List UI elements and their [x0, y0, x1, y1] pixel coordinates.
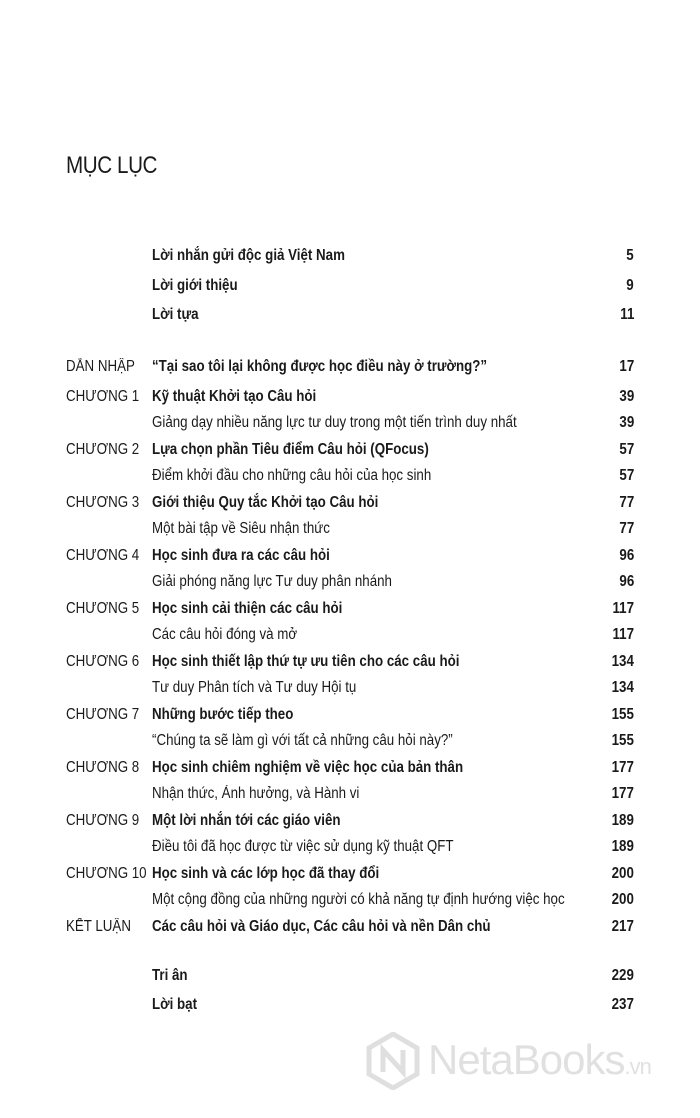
toc-chapter-row[interactable]: [0, 756, 700, 780]
toc-subtitle-row[interactable]: [0, 623, 700, 647]
page-number: 17: [619, 358, 634, 375]
chapter-title: Kỹ thuật Khởi tạo Câu hỏi: [152, 388, 317, 405]
page-number: 57: [619, 441, 634, 458]
page-number: 96: [619, 573, 634, 590]
entry-title: Lời bạt: [152, 996, 198, 1013]
page-number: 11: [619, 306, 634, 323]
toc-entry[interactable]: [0, 244, 700, 268]
chapter-title: Học sinh thiết lập thứ tự ưu tiên cho các câu hỏi: [152, 653, 460, 670]
page-number: 77: [619, 494, 634, 511]
entry-title: Tri ân: [152, 967, 188, 984]
toc-subtitle-row[interactable]: [0, 411, 700, 435]
toc-chapter-row[interactable]: [0, 544, 700, 568]
toc-entry[interactable]: [0, 303, 700, 327]
netabooks-logo-icon: [364, 1032, 422, 1090]
toc-chapter-row[interactable]: [0, 597, 700, 621]
toc-subtitle-row[interactable]: [0, 517, 700, 541]
toc-subtitle-row[interactable]: [0, 835, 700, 859]
chapter-title: Lựa chọn phần Tiêu điểm Câu hỏi (QFocus): [152, 441, 429, 458]
page-number: 77: [619, 520, 634, 537]
page-number: 39: [619, 414, 634, 431]
toc-chapter-row[interactable]: [0, 703, 700, 727]
watermark-text: [428, 1036, 651, 1084]
page-number: 9: [626, 277, 634, 294]
chapter-label: CHƯƠNG 5: [66, 600, 140, 617]
chapter-label: CHƯƠNG 3: [66, 494, 140, 511]
chapter-subtitle: Giảng dạy nhiều năng lực tư duy trong một tiến trình duy nhất: [152, 414, 517, 431]
page-number: 177: [611, 785, 634, 802]
chapter-label: CHƯƠNG 1: [66, 388, 140, 405]
page-number: 229: [611, 967, 634, 984]
chapter-subtitle: Điểm khởi đầu cho những câu hỏi của học sinh: [152, 467, 432, 484]
page-number: 117: [612, 600, 634, 617]
entry-title: Lời nhắn gửi độc giả Việt Nam: [152, 247, 345, 264]
chapter-subtitle: Một bài tập về Siêu nhận thức: [152, 520, 330, 537]
toc-chapter-row[interactable]: [0, 491, 700, 515]
chapter-title: Học sinh đưa ra các câu hỏi: [152, 547, 330, 564]
chapter-subtitle: Các câu hỏi đóng và mở: [152, 626, 298, 643]
chapter-subtitle: Điều tôi đã học được từ việc sử dụng kỹ thuật QFT: [152, 838, 454, 855]
toc-chapter-row[interactable]: [0, 862, 700, 886]
page-number: 177: [611, 759, 634, 776]
chapter-label: CHƯƠNG 10: [66, 865, 147, 882]
chapter-title: Một lời nhắn tới các giáo viên: [152, 812, 341, 829]
page-number: 117: [612, 626, 634, 643]
chapter-label: CHƯƠNG 4: [66, 547, 140, 564]
toc-chapter-row[interactable]: [0, 809, 700, 833]
watermark: [364, 1032, 694, 1090]
page-number: 5: [626, 247, 634, 264]
page-number: 39: [619, 388, 634, 405]
toc-subtitle-row[interactable]: [0, 729, 700, 753]
chapter-label: CHƯƠNG 6: [66, 653, 140, 670]
chapter-title: Học sinh cải thiện các câu hỏi: [152, 600, 343, 617]
toc-chapter-row[interactable]: [0, 915, 700, 939]
toc-entry[interactable]: [0, 274, 700, 298]
page-number: 96: [619, 547, 634, 564]
chapter-label: KẾT LUẬN: [66, 918, 131, 935]
toc-subtitle-row[interactable]: [0, 888, 700, 912]
chapter-subtitle: “Chúng ta sẽ làm gì với tất cả những câu hỏi này?”: [152, 732, 453, 749]
page-number: 217: [611, 918, 634, 935]
page-number: 237: [611, 996, 634, 1013]
page-number: 200: [611, 865, 634, 882]
chapter-title: Những bước tiếp theo: [152, 706, 294, 723]
toc-subtitle-row[interactable]: [0, 782, 700, 806]
toc-subtitle-row[interactable]: [0, 570, 700, 594]
toc-chapter-row[interactable]: [0, 650, 700, 674]
entry-title: Lời giới thiệu: [152, 277, 238, 294]
chapter-label: CHƯƠNG 8: [66, 759, 140, 776]
toc-chapter-row[interactable]: [0, 438, 700, 462]
chapter-subtitle: Tư duy Phân tích và Tư duy Hội tụ: [152, 679, 357, 696]
page-title: MỤC LỤC: [66, 152, 158, 179]
toc-subtitle-row[interactable]: [0, 676, 700, 700]
chapter-title: Các câu hỏi và Giáo dục, Các câu hỏi và nền Dân chủ: [152, 918, 491, 935]
toc-chapter-row[interactable]: [0, 355, 700, 379]
chapter-title: Giới thiệu Quy tắc Khởi tạo Câu hỏi: [152, 494, 379, 511]
chapter-subtitle: Giải phóng năng lực Tư duy phân nhánh: [152, 573, 392, 590]
chapter-label: CHƯƠNG 2: [66, 441, 140, 458]
watermark-brand: NetaBooks: [428, 1036, 625, 1083]
watermark-tld: .vn: [624, 1054, 651, 1079]
chapter-subtitle: Một cộng đồng của những người có khả năng tự định hướng việc học: [152, 891, 565, 908]
page-number: 134: [611, 679, 634, 696]
toc-entry[interactable]: [0, 993, 700, 1017]
entry-title: Lời tựa: [152, 306, 199, 323]
page-number: 155: [611, 732, 634, 749]
chapter-title: Học sinh chiêm nghiệm về việc học của bản thân: [152, 759, 464, 776]
chapter-subtitle: Nhận thức, Ảnh hưởng, và Hành vi: [152, 785, 360, 802]
page-number: 189: [611, 838, 634, 855]
chapter-label: DẪN NHẬP: [66, 358, 135, 375]
chapter-title: “Tại sao tôi lại không được học điều này ở trường?”: [152, 358, 488, 375]
page-number: 189: [611, 812, 634, 829]
page-number: 57: [619, 467, 634, 484]
chapter-label: CHƯƠNG 7: [66, 706, 140, 723]
toc-chapter-row[interactable]: [0, 385, 700, 409]
page-number: 134: [611, 653, 634, 670]
chapter-label: CHƯƠNG 9: [66, 812, 140, 829]
page-number: 200: [611, 891, 634, 908]
toc-entry[interactable]: [0, 964, 700, 988]
chapter-title: Học sinh và các lớp học đã thay đổi: [152, 865, 380, 882]
toc-subtitle-row[interactable]: [0, 464, 700, 488]
page-number: 155: [611, 706, 634, 723]
